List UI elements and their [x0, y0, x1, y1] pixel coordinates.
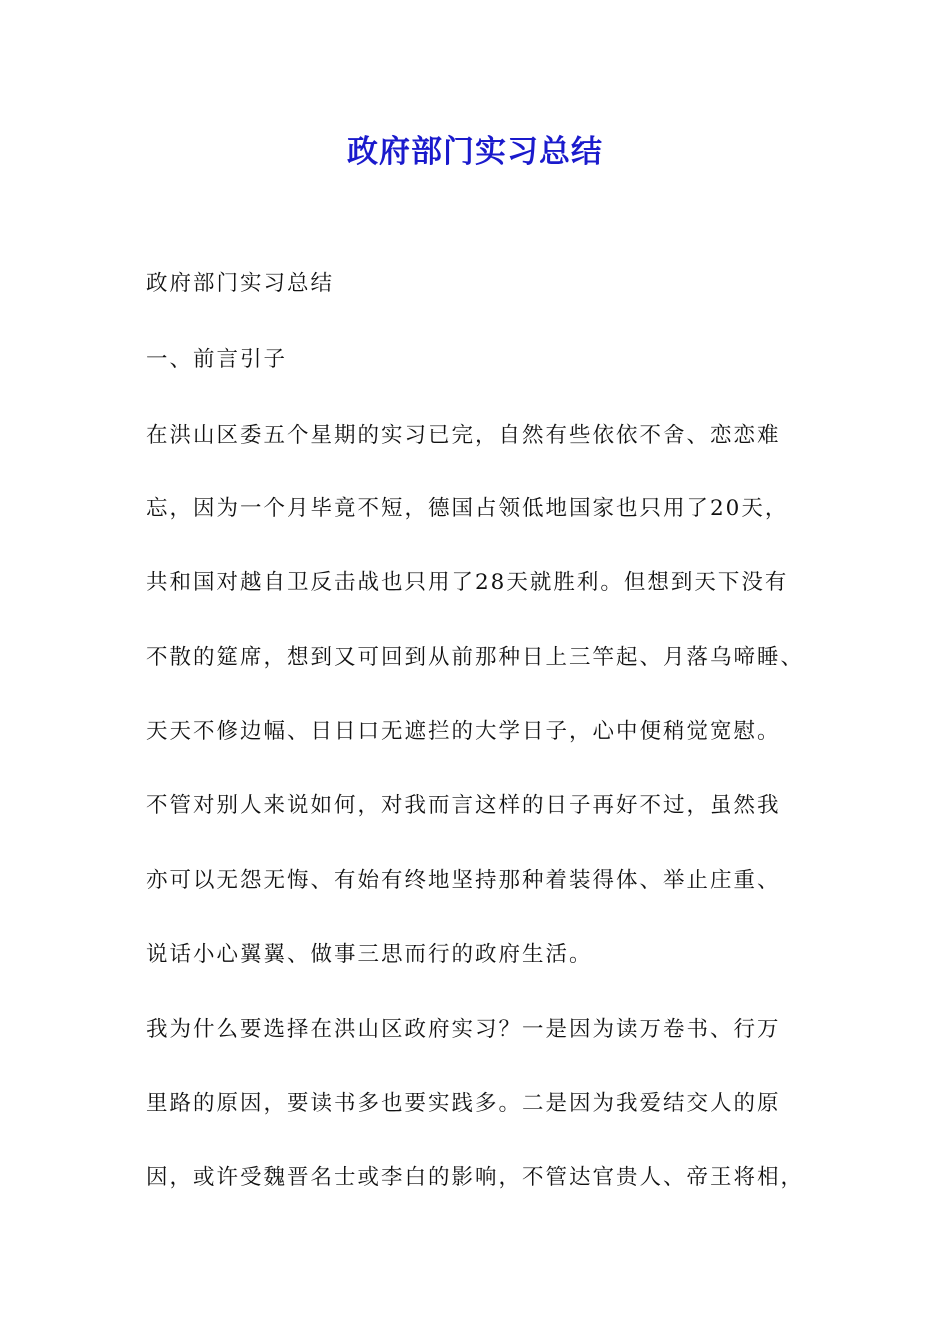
paragraph-line: 共和国对越自卫反击战也只用了28天就胜利。但想到天下没有 [146, 570, 789, 595]
paragraph-line: 天天不修边幅、日日口无遮拦的大学日子，心中便稍觉宽慰。 [146, 719, 781, 744]
paragraph-line: 亦可以无怨无悔、有始有终地坚持那种着装得体、举止庄重、 [146, 868, 781, 893]
paragraph-line: 不散的筵席，想到又可回到从前那种日上三竿起、月落乌啼睡、 [146, 645, 805, 670]
subtitle-line: 政府部门实习总结 [146, 271, 335, 296]
paragraph-line: 忘，因为一个月毕竟不短，德国占领低地国家也只用了20天， [146, 496, 789, 521]
paragraph-line: 说话小心翼翼、做事三思而行的政府生活。 [146, 942, 593, 967]
paragraph-line: 因，或许受魏晋名士或李白的影响，不管达官贵人、帝王将相， [146, 1165, 805, 1190]
section-heading: 一、前言引子 [146, 347, 288, 372]
paragraph-line: 我为什么要选择在洪山区政府实习？一是因为读万卷书、行万 [146, 1017, 781, 1042]
paragraph-line: 在洪山区委五个星期的实习已完，自然有些依依不舍、恋恋难 [146, 423, 781, 448]
document-title: 政府部门实习总结 [347, 134, 603, 170]
paragraph-line: 里路的原因，要读书多也要实践多。二是因为我爱结交人的原 [146, 1091, 781, 1116]
paragraph-line: 不管对别人来说如何，对我而言这样的日子再好不过，虽然我 [146, 793, 781, 818]
